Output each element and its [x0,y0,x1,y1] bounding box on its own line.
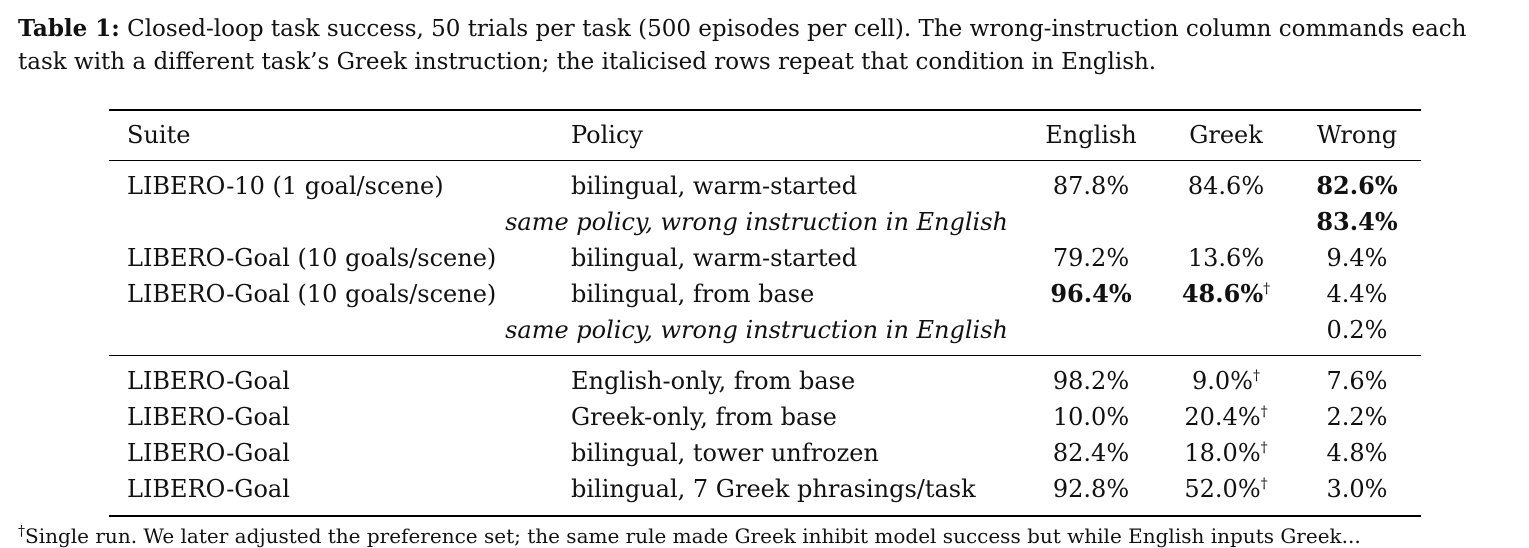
row-greek: 18.0%† [1184,439,1268,467]
row-same-policy-note: same policy, wrong instruction in English [505,208,1008,236]
row-wrong: 0.2% [1326,316,1388,344]
footnote-text: Single run. We later adjusted the preference set; the same rule made Greek inhibit model success but while English inputs Greek... [25,524,1361,548]
header-wrong: Wrong [1316,121,1398,149]
row-english: 79.2% [1052,244,1130,272]
header-policy: Policy [571,121,643,149]
row-suite: LIBERO-Goal [127,403,290,431]
row-suite: LIBERO-Goal [127,367,290,395]
caption-text-2: task with a different task’s Greek instruction; the italicised rows repeat that condition in English. [18,49,1157,75]
row-greek: 52.0%† [1184,475,1268,503]
row-same-policy-note: same policy, wrong instruction in English [505,316,1008,344]
row-suite: LIBERO-Goal [127,439,290,467]
footnote-dagger: † [18,523,25,540]
row-suite: LIBERO-10 (1 goal/scene) [127,172,444,200]
row-wrong: 83.4% [1316,207,1398,236]
row-policy: bilingual, warm-started [571,172,858,200]
row-english: 96.4% [1050,279,1132,308]
caption-line-1 [18,12,1518,46]
row-wrong: 7.6% [1326,367,1388,395]
row-suite: LIBERO-Goal (10 goals/scene) [127,280,497,308]
header-english: English [1045,121,1137,149]
row-policy: bilingual, 7 Greek phrasings/task [571,475,976,503]
row-english: 82.4% [1052,439,1130,467]
row-policy: Greek-only, from base [571,403,837,431]
row-policy: bilingual, tower unfrozen [571,439,879,467]
top-rule [109,109,1421,111]
row-greek: 48.6%† [1181,279,1271,308]
header-greek: Greek [1189,121,1263,149]
row-wrong: 4.4% [1326,280,1388,308]
bottom-rule [109,515,1421,517]
row-english: 10.0% [1052,403,1130,431]
row-wrong: 4.8% [1326,439,1388,467]
row-policy: bilingual, warm-started [571,244,858,272]
row-policy: bilingual, from base [571,280,815,308]
caption-text-1: Closed-loop task success, 50 trials per task (500 episodes per cell). The wrong-instruction column commands each [127,16,1467,42]
mid-rule [109,355,1421,356]
row-greek: 84.6% [1187,172,1265,200]
row-english: 87.8% [1052,172,1130,200]
row-wrong: 3.0% [1326,475,1388,503]
row-english: 92.8% [1052,475,1130,503]
row-greek: 20.4%† [1184,403,1268,431]
row-wrong: 9.4% [1326,244,1388,272]
row-wrong: 82.6% [1316,171,1398,200]
footnote [18,524,1361,548]
row-english: 98.2% [1052,367,1130,395]
row-policy: English-only, from base [571,367,856,395]
header-rule [109,160,1421,161]
table-caption [18,12,1518,79]
row-suite: LIBERO-Goal [127,475,290,503]
row-suite: LIBERO-Goal (10 goals/scene) [127,244,497,272]
row-wrong: 2.2% [1326,403,1388,431]
caption-label: Table 1: [18,15,120,42]
row-greek: 9.0%† [1192,367,1260,395]
header-suite: Suite [127,121,191,149]
row-greek: 13.6% [1187,244,1265,272]
